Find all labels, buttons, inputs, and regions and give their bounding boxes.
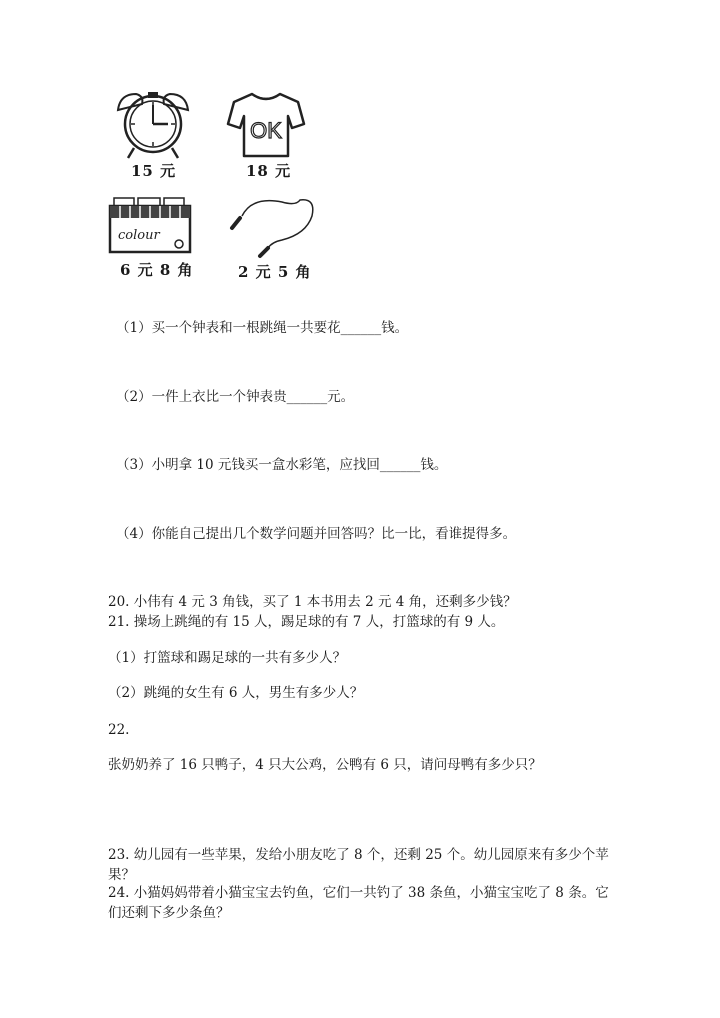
q19-sub2: （2）一件上衣比一个钟表贵______元。 [116,389,355,405]
clock-icon [108,88,198,162]
paint-box-price: 6 元 8 角 [120,261,194,279]
q21-sub2: （2）跳绳的女生有 6 人，男生有多少人？ [108,685,364,701]
box-text: colour [118,228,160,243]
clock-price: 15 元 [131,162,177,180]
shirt-price: 18 元 [246,162,292,180]
q19-sub1: （1）买一个钟表和一根跳绳一共要花______钱。 [116,320,409,336]
q24-text: 24. 小猫妈妈带着小猫宝宝去钓鱼，它们一共钓了 38 条鱼，小猫宝宝吃了 8 条。它们还剩下多少条鱼？ [108,885,609,921]
jump-rope-icon [226,196,322,258]
shirt-icon [226,90,306,160]
paint-box-icon [108,194,192,256]
q22-number: 22. [108,722,130,738]
jump-rope-price: 2 元 5 角 [238,263,312,281]
q21-stem: 21. 操场上跳绳的有 15 人，踢足球的有 7 人，打篮球的有 9 人。 [108,614,505,630]
q21-sub1: （1）打篮球和踢足球的一共有多少人？ [108,650,347,666]
shirt-text: OK [250,118,282,143]
q22-text: 张奶奶养了 16 只鸭子，4 只大公鸡，公鸭有 6 只，请问母鸭有多少只？ [108,757,542,773]
q23-text: 23. 幼儿园有一些苹果，发给小朋友吃了 8 个，还剩 25 个。幼儿园原来有多少个苹果？ [108,847,609,883]
q19-sub3: （3）小明拿 10 元钱买一盒水彩笔，应找回______钱。 [116,457,448,473]
q19-sub4: （4）你能自己提出几个数学问题并回答吗？比一比，看谁提得多。 [116,526,517,542]
q20-text: 20. 小伟有 4 元 3 角钱，买了 1 本书用去 2 元 4 角，还剩多少钱？ [108,594,517,610]
